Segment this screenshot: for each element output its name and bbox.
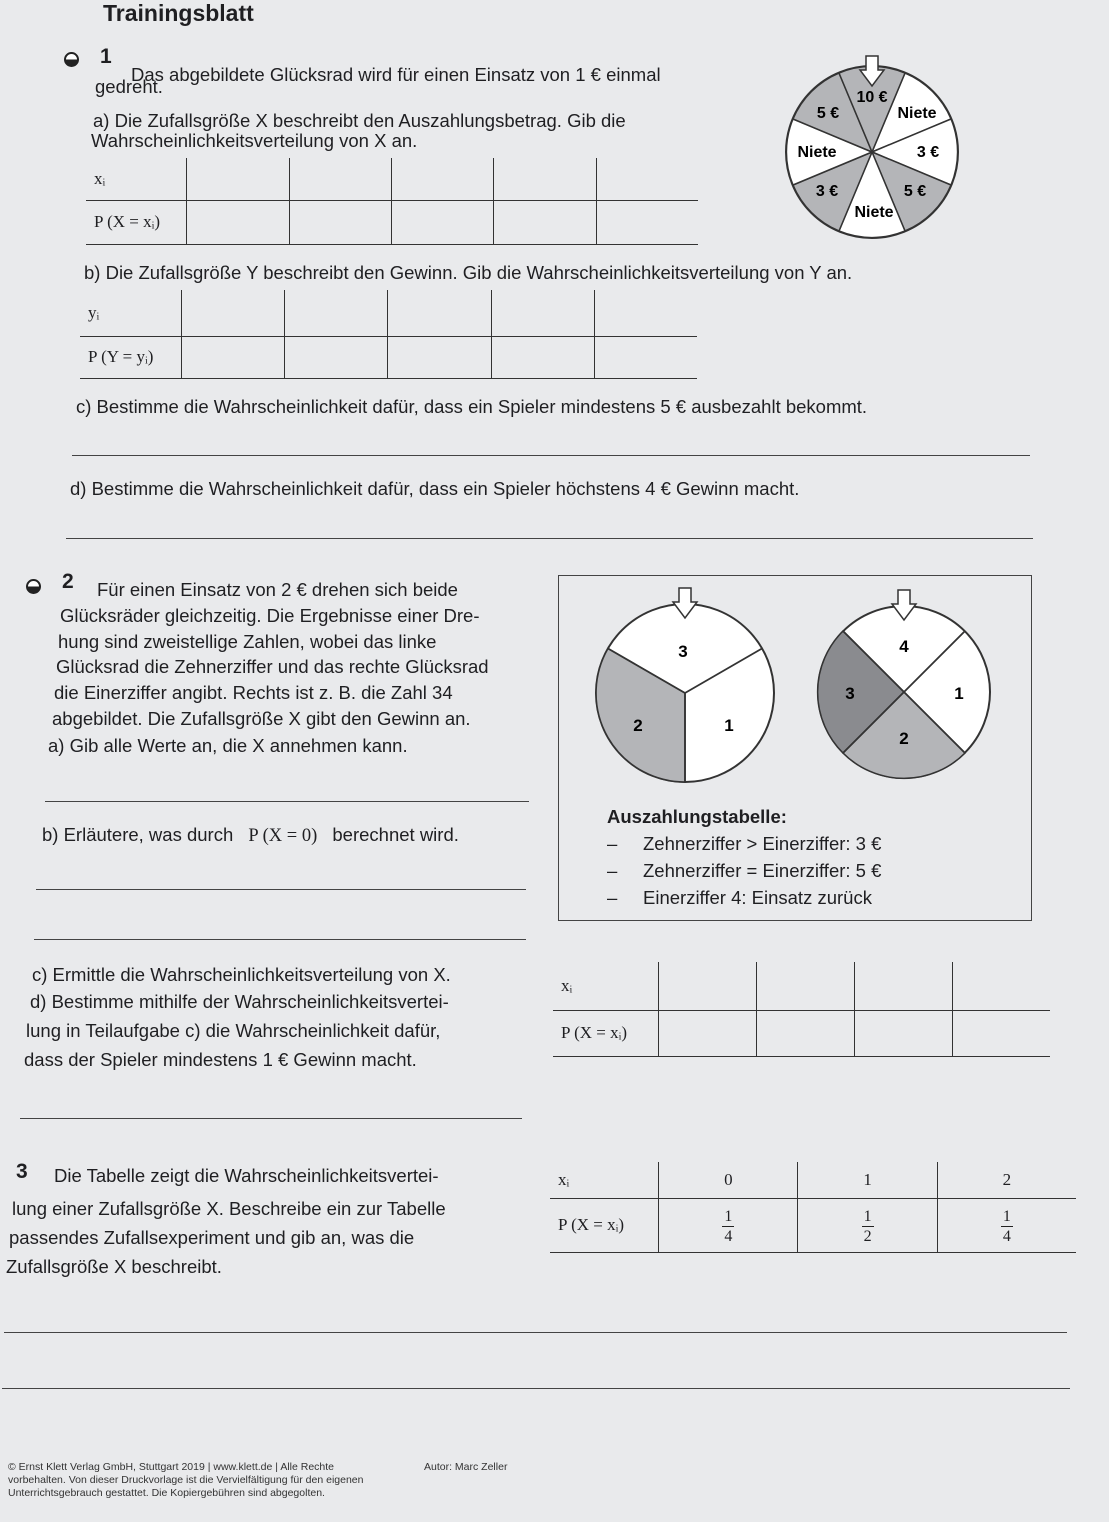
answer-line[interactable] xyxy=(4,1332,1067,1333)
task1-a-text: a) Die Zufallsgröße X beschreibt den Auszahlungsbetrag. Gib die xyxy=(93,110,626,131)
task1-intro-2: gedreht. xyxy=(95,76,163,97)
table-cell-empty[interactable] xyxy=(594,290,697,336)
payout-item: – Zehnerziffer = Einerziffer: 5 € xyxy=(607,860,882,881)
answer-line[interactable] xyxy=(34,939,526,940)
table-cell-empty[interactable] xyxy=(391,200,493,244)
fraction xyxy=(722,1208,734,1245)
task2-number: 2 xyxy=(62,570,74,593)
wheel-label: 5 € xyxy=(903,183,927,200)
table-cell-empty[interactable] xyxy=(491,336,594,378)
task2-right-wheel xyxy=(808,588,1002,784)
answer-line[interactable] xyxy=(45,801,529,802)
task2-d-line: d) Bestimme mithilfe der Wahrscheinlichkeitsvertei- xyxy=(30,991,449,1012)
table-cell-empty[interactable] xyxy=(182,290,285,336)
task3-line: lung einer Zufallsgröße X. Beschreibe ein zur Tabelle xyxy=(12,1198,446,1219)
copyright-line: © Ernst Klett Verlag GmbH, Stuttgart 2019 | www.klett.de | Alle Rechte xyxy=(8,1461,335,1473)
table-row-label: xᵢ xyxy=(550,1162,659,1198)
table-cell-empty[interactable] xyxy=(388,336,491,378)
table-cell-empty[interactable] xyxy=(289,158,391,200)
table-row-label: P (X = xᵢ) xyxy=(553,1010,659,1056)
wheel-label: 5 € xyxy=(816,105,840,122)
wheel-label: 3 xyxy=(678,642,688,661)
wheel-label: Niete xyxy=(897,105,937,122)
answer-line[interactable] xyxy=(72,455,1030,456)
table-cell-empty[interactable] xyxy=(187,200,289,244)
wheel-label: 2 xyxy=(899,729,909,748)
table-cell-empty[interactable] xyxy=(855,1010,953,1056)
task2-intro-line: Glücksrad die Zehnerziffer und das rechte Glücksrad xyxy=(56,656,489,677)
fraction xyxy=(862,1208,874,1245)
wheel-label: 2 xyxy=(633,716,643,735)
fraction xyxy=(1001,1208,1013,1245)
author: Autor: Marc Zeller xyxy=(424,1461,508,1473)
fraction-denominator: 4 xyxy=(724,1227,733,1245)
task1-number: 1 xyxy=(100,45,112,68)
wheel-label: 10 € xyxy=(856,89,888,106)
task2-d-line: lung in Teilaufgabe c) die Wahrscheinlichkeit dafür, xyxy=(26,1020,441,1041)
task1-table-x xyxy=(86,158,698,245)
table-row-label: xᵢ xyxy=(86,158,187,200)
table-cell-empty[interactable] xyxy=(289,200,391,244)
task3-number: 3 xyxy=(16,1160,28,1183)
wheel-label: 1 xyxy=(724,716,734,735)
payout-item-text: Zehnerziffer = Einerziffer: 5 € xyxy=(643,860,882,881)
table-row-label: P (X = xᵢ) xyxy=(550,1198,659,1252)
task2-b-formula: P (X = 0) xyxy=(248,826,318,846)
table-cell-value: 1 xyxy=(798,1162,937,1198)
table-cell-empty[interactable] xyxy=(494,200,596,244)
table-cell-empty[interactable] xyxy=(594,336,697,378)
table-cell-empty[interactable] xyxy=(391,158,493,200)
task2-a-text: a) Gib alle Werte an, die X annehmen kann. xyxy=(48,735,408,756)
task3-line: Die Tabelle zeigt die Wahrscheinlichkeitsvertei- xyxy=(54,1165,439,1186)
difficulty-bullet-icon xyxy=(64,52,79,67)
table-row-label: yᵢ xyxy=(80,290,182,336)
task2-c-text: c) Ermittle die Wahrscheinlichkeitsverteilung von X. xyxy=(32,964,451,985)
task3-line: Zufallsgröße X beschreibt. xyxy=(6,1256,222,1277)
payout-title: Auszahlungstabelle: xyxy=(607,806,787,827)
payout-item: – Zehnerziffer > Einerziffer: 3 € xyxy=(607,833,882,854)
answer-line[interactable] xyxy=(66,538,1033,539)
table-cell-empty[interactable] xyxy=(596,200,698,244)
payout-item-text: Einerziffer 4: Einsatz zurück xyxy=(643,887,872,908)
payout-item: – Einerziffer 4: Einsatz zurück xyxy=(607,887,872,908)
table-cell-empty[interactable] xyxy=(388,290,491,336)
task1-c-text: c) Bestimme die Wahrscheinlichkeit dafür, dass ein Spieler mindestens 5 € ausbezahlt bekommt. xyxy=(76,396,868,417)
table-cell-empty[interactable] xyxy=(757,1010,855,1056)
table-cell-prob xyxy=(798,1198,937,1252)
wheel-label: 3 € xyxy=(916,144,940,161)
table-cell-empty[interactable] xyxy=(953,962,1051,1010)
fraction-denominator: 2 xyxy=(863,1227,872,1245)
payout-item-text: Zehnerziffer > Einerziffer: 3 € xyxy=(643,833,882,854)
fraction-numerator: 1 xyxy=(1002,1207,1011,1225)
table-cell-empty[interactable] xyxy=(285,290,388,336)
answer-line[interactable] xyxy=(2,1388,1070,1389)
task1-intro: Das abgebildete Glücksrad wird für einen Einsatz von 1 € einmal xyxy=(131,64,661,85)
wheel-label: 4 xyxy=(899,637,909,656)
task2-b-suffix: berechnet wird. xyxy=(332,824,459,845)
wheel-label: 3 € xyxy=(815,183,839,200)
task3-line: passendes Zufallsexperiment und gib an, was die xyxy=(9,1227,415,1248)
table-cell-empty[interactable] xyxy=(187,158,289,200)
copyright-line: Unterrichtsgebrauch gestattet. Die Kopiergebühren sind abgegolten. xyxy=(8,1487,325,1499)
task3-table xyxy=(550,1162,1076,1253)
task2-intro-line: Für einen Einsatz von 2 € drehen sich beide xyxy=(97,579,458,600)
task2-intro-line: hung sind zweistellige Zahlen, wobei das linke xyxy=(58,631,437,652)
difficulty-bullet-icon xyxy=(26,579,41,594)
answer-line[interactable] xyxy=(20,1118,522,1119)
task2-table xyxy=(553,962,1050,1057)
fraction-numerator: 1 xyxy=(863,1207,872,1225)
table-cell-empty[interactable] xyxy=(659,1010,757,1056)
task2-left-wheel xyxy=(590,586,780,786)
answer-line[interactable] xyxy=(36,889,526,890)
fraction-numerator: 1 xyxy=(724,1207,733,1225)
task1-a-text-2: Wahrscheinlichkeitsverteilung von X an. xyxy=(91,130,418,151)
wheel-label: 1 xyxy=(954,684,964,703)
task1-table-y xyxy=(80,290,697,379)
table-cell-empty[interactable] xyxy=(659,962,757,1010)
fraction-denominator: 4 xyxy=(1002,1227,1011,1245)
table-cell-empty[interactable] xyxy=(285,336,388,378)
table-cell-empty[interactable] xyxy=(855,962,953,1010)
task2-d-line: dass der Spieler mindestens 1 € Gewinn macht. xyxy=(24,1049,417,1070)
table-row-label: P (Y = yᵢ) xyxy=(80,336,182,378)
task1-wheel xyxy=(780,50,970,240)
table-cell-empty[interactable] xyxy=(491,290,594,336)
task2-b-text xyxy=(42,822,459,849)
task1-b-text: b) Die Zufallsgröße Y beschreibt den Gewinn. Gib die Wahrscheinlichkeitsverteilung von Y an. xyxy=(84,262,853,283)
table-cell-empty[interactable] xyxy=(494,158,596,200)
task2-intro-line: abgebildet. Die Zufallsgröße X gibt den Gewinn an. xyxy=(52,708,471,729)
copyright-notice xyxy=(8,1461,363,1500)
table-cell-empty[interactable] xyxy=(596,158,698,200)
wheel-label: Niete xyxy=(854,204,894,221)
task2-b-prefix: b) Erläutere, was durch xyxy=(42,824,234,845)
copyright-line: vorbehalten. Von dieser Druckvorlage ist die Vervielfältigung für den eigenen xyxy=(8,1474,364,1486)
table-row-label: xᵢ xyxy=(553,962,659,1010)
task1-d-text: d) Bestimme die Wahrscheinlichkeit dafür, dass ein Spieler höchstens 4 € Gewinn macht. xyxy=(70,478,800,499)
table-cell-empty[interactable] xyxy=(953,1010,1051,1056)
table-cell-prob xyxy=(937,1198,1076,1252)
task2-intro-line: Glücksräder gleichzeitig. Die Ergebnisse einer Dre- xyxy=(60,605,480,626)
wheel-label: Niete xyxy=(797,144,837,161)
wheel-label: 3 xyxy=(845,684,855,703)
task2-intro-line: die Einerziffer angibt. Rechts ist z. B. die Zahl 34 xyxy=(54,682,453,703)
table-cell-empty[interactable] xyxy=(757,962,855,1010)
table-cell-empty[interactable] xyxy=(182,336,285,378)
table-cell-value: 0 xyxy=(659,1162,798,1198)
table-cell-prob xyxy=(659,1198,798,1252)
page-title: Trainingsblatt xyxy=(103,0,254,26)
table-row-label: P (X = xᵢ) xyxy=(86,200,187,244)
table-cell-value: 2 xyxy=(937,1162,1076,1198)
